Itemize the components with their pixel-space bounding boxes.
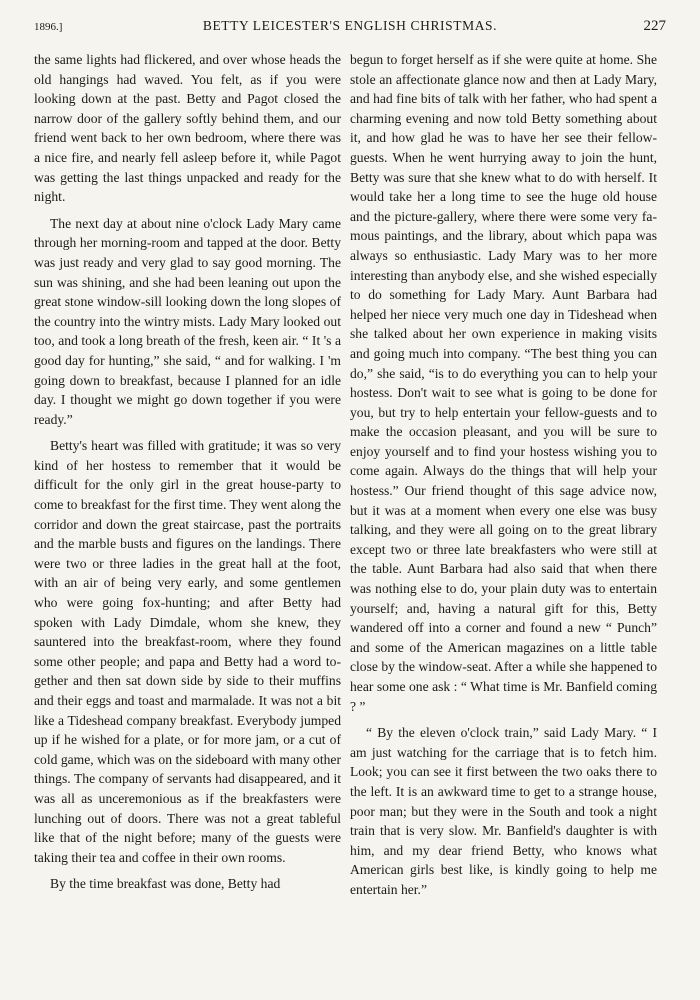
paragraph: Betty's heart was filled with gratitude; it was so very kind of her hostess to remember that it would be difficult for the only girl in the great house-party to come to breakfast for the first time. They went along the corridor and down the great staircase, past the portraits and the marble busts and figures on the landings. There were two or three ladies in the great hall at the foot, with an air of being very early, and some gentlemen who were going fox-hunting; and after Betty had spoken with Lady Dimdale, whom she knew, they sauntered into the breakfast-room, where they found some other people; and papa and Betty had a word together and then sat down side by side to their muffins and their eggs and toast and marmalade. It was not a bit like a Tideshead company breakfast. Everybody jumped up if he wished for a plate, or for more jam, or a cut of cold game, which was on the sideboard with many other things. The company of servants had disappeared, and it was all as unceremonious as if the breakfasters were lunching out of doors. There was not a great tableful like that of the night before; many of the guests were taking their tea and coffee in their own rooms. [34,438,341,865]
paragraph: “ By the eleven o'clock train,” said Lady Mary. “ I am just watching for the carriage that is to fetch him. Look; you can see it first between the two oaks there to the left. It is an awkward time to get to a strange house, poor man; but they were in the South and took a night train that is very slow. Mr. Banfield's daughter is with him, and my dear friend Betty, who knows what American girls best like, is kindly going to help me entertain her.” [350,725,657,897]
paragraph: begun to forget herself as if she were quite at home. She stole an affectionate glance now and then at Lady Mary, and had fine bits of talk with her father, who had spent a charming evening and now told Betty something about it, and how glad he was to have her see their fellow-guests. When he went hurrying away to join the hunt, Betty was sure that she knew what to do with herself. It would take her a long time to see the huge old house and the picture-gallery, where there were some very famous paintings, and the library, about which papa was always so enthusiastic. Lady Mary was to her more interesting than anybody else, and she wished especially to do something for Lady Mary. Aunt Barbara had helped her niece very much one day in Tideshead when she talked about her own experience in making visits and going much into company. “The best thing you can do,” she said, “is to do everything you can to help your hostess. Don't wait to see what is going to be done for you, but try to help entertain your fellow-guests and to make the occasion pleasant, and you will be sure to enjoy yourself and to find your hostess wishing you to come again. Always do the things that will help your hostess.” Our friend thought of this sage advice now, but it was at a moment when every one else was busy talking, and they were all going on to the great library except two or three late breakfasters who were still at the table. Aunt Barbara had also said that when there was nothing else to do, your plain duty was to entertain yourself; and, having a natural gift for this, Betty wandered off into a corner and found a new “ Punch” and some of the American magazines on a little table close by the window-seat. After a while she happened to hear some one ask : “ What time is Mr. Banfield coming ? ” [350,52,657,714]
running-head-title: BETTY LEICESTER'S ENGLISH CHRISTMAS. [202,18,498,33]
running-head-year: 1896.] [34,21,63,33]
page-number: 227 [643,18,666,34]
left-column [34,50,341,901]
right-column [350,50,657,907]
paragraph: the same lights had flickered, and over whose heads the old hangings had waved. You felt, as if you were looking down at the past. Betty and Pagot closed the narrow door of the gallery softly behind them, and our friend went back to her own bedroom, where there was a nice fire, and nearly fell asleep before it, while Pagot was getting the last things unpacked and ready for the night. [34,52,341,205]
paragraph: By the time breakfast was done, Betty had [50,876,281,892]
paragraph: The next day at about nine o'clock Lady Mary came through her morning-room and tapped at the door. Betty was just ready and very glad to say good morning. The sun was shining, and she had been leaning out upon the great stone window-sill looking down the long slopes of the country into the wintry mists. Lady Mary looked out too, and took a long breath of the fresh, keen air. “ It 's a good day for hunting,” she said, “ and for walking. I 'm going down to breakfast, because I planned for an idle day. I thought we might go down together if you were ready.” [34,215,341,427]
running-head [34,18,666,40]
